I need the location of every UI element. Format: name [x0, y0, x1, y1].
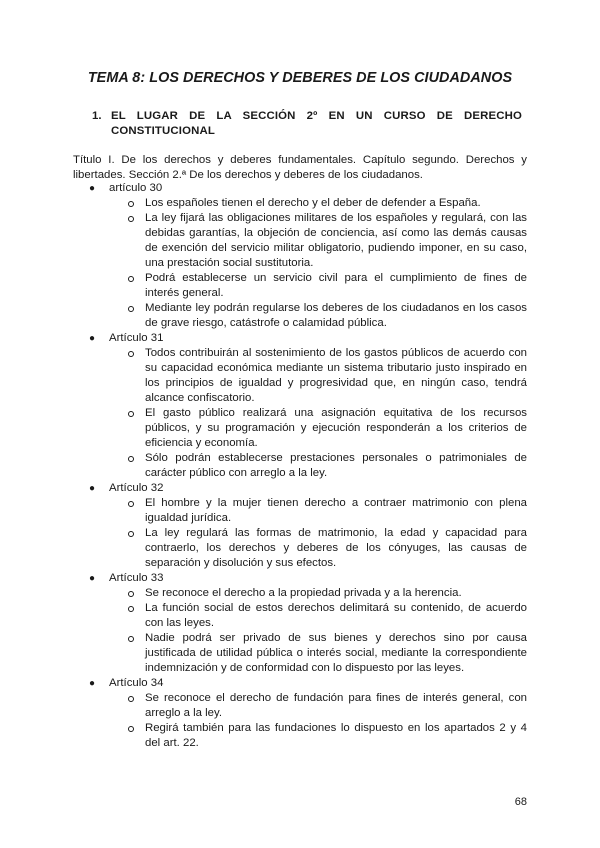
list-item: [109, 526, 527, 571]
circle-bullet-icon: [128, 351, 134, 357]
bullet-icon: ●: [89, 333, 96, 344]
intro-paragraph: Título I. De los derechos y deberes fundamentales. Capítulo segundo. Derechos y libertades. Sección 2.ª De los derechos y deberes de los ciudadanos.: [73, 154, 527, 181]
item-text: Podrá establecerse un servicio civil para el cumplimiento de fines de interés general.: [145, 272, 527, 299]
article: [73, 331, 527, 481]
item-text: La ley fijará las obligaciones militares de los españoles y regulará, con las debidas garantías, la objeción de conciencia, así como las demás causas de exención del servicio militar obligatorio, pudiendo imponer, en su caso, una prestación social sustitutoria.: [145, 212, 527, 269]
item-text: Los españoles tienen el derecho y el deber de defender a España.: [145, 197, 481, 209]
article: [73, 481, 527, 571]
item-text: Todos contribuirán al sostenimiento de los gastos públicos de acuerdo con su capacidad económica mediante un sistema tributario justo inspirado en los principios de igualdad y progresividad que, en ningún caso, tendrá alcance confiscatorio.: [145, 347, 527, 404]
circle-bullet-icon: [128, 606, 134, 612]
article-heading: Artículo 32: [109, 482, 164, 494]
article-items: [109, 691, 527, 751]
page-title: TEMA 8: LOS DERECHOS Y DEBERES DE LOS CIUDADANOS: [87, 70, 513, 86]
page-number: 68: [514, 796, 527, 808]
item-text: Regirá también para las fundaciones lo dispuesto en los apartados 2 y 4 del art. 22.: [145, 722, 527, 749]
circle-bullet-icon: [128, 501, 134, 507]
article-items: [109, 586, 527, 676]
list-item: [109, 631, 527, 676]
bullet-icon: ●: [89, 573, 96, 584]
article-heading: Artículo 33: [109, 572, 164, 584]
article: [73, 181, 527, 331]
item-text: La función social de estos derechos delimitará su contenido, de acuerdo con las leyes.: [145, 602, 527, 629]
article-heading: artículo 30: [109, 182, 163, 194]
list-item: [109, 691, 527, 721]
item-text: Se reconoce el derecho a la propiedad privada y a la herencia.: [145, 587, 462, 599]
list-item: [109, 586, 527, 601]
circle-bullet-icon: [128, 201, 134, 207]
list-item: [109, 496, 527, 526]
list-item: [109, 601, 527, 631]
list-item: [109, 301, 527, 331]
item-text: La ley regulará las formas de matrimonio, la edad y capacidad para contraerlo, los derechos y deberes de los cónyuges, las causas de separación y disolución y sus efectos.: [145, 527, 527, 569]
list-item: [109, 211, 527, 271]
item-text: Se reconoce el derecho de fundación para fines de interés general, con arreglo a la ley.: [145, 692, 527, 719]
circle-bullet-icon: [128, 456, 134, 462]
circle-bullet-icon: [128, 696, 134, 702]
circle-bullet-icon: [128, 531, 134, 537]
item-text: El hombre y la mujer tienen derecho a contraer matrimonio con plena igualdad jurídica.: [145, 497, 527, 524]
circle-bullet-icon: [128, 726, 134, 732]
item-text: Mediante ley podrán regularse los deberes de los ciudadanos en los casos de grave riesgo, catástrofe o calamidad pública.: [145, 302, 527, 329]
bullet-icon: ●: [89, 678, 96, 689]
circle-bullet-icon: [128, 276, 134, 282]
list-item: [109, 451, 527, 481]
section-heading: [92, 109, 522, 139]
circle-bullet-icon: [128, 216, 134, 222]
circle-bullet-icon: [128, 591, 134, 597]
article-items: [109, 346, 527, 481]
bullet-icon: ●: [89, 483, 96, 494]
list-item: [109, 721, 527, 751]
bullet-icon: ●: [89, 183, 96, 194]
list-item: [109, 346, 527, 406]
article-items: [109, 496, 527, 571]
circle-bullet-icon: [128, 636, 134, 642]
article-heading: Artículo 34: [109, 677, 164, 689]
list-item: [109, 196, 527, 211]
section-title: EL LUGAR DE LA SECCIÓN 2º EN UN CURSO DE DERECHO CONSTITUCIONAL: [111, 110, 522, 137]
item-text: El gasto público realizará una asignación equitativa de los recursos públicos, y su programación y ejecución responderán a los criterios de eficiencia y economía.: [145, 407, 527, 449]
circle-bullet-icon: [128, 411, 134, 417]
item-text: Nadie podrá ser privado de sus bienes y derechos sino por causa justificada de utilidad pública o interés social, mediante la correspondiente indemnización y de conformidad con lo dispuesto por las leyes.: [145, 632, 527, 674]
article: [73, 676, 527, 751]
item-text: Sólo podrán establecerse prestaciones personales o patrimoniales de carácter público con arreglo a la ley.: [145, 452, 527, 479]
section-number: 1.: [92, 110, 102, 122]
list-item: [109, 271, 527, 301]
article-heading: Artículo 31: [109, 332, 164, 344]
circle-bullet-icon: [128, 306, 134, 312]
article: [73, 571, 527, 676]
article-items: [109, 196, 527, 331]
article-list: [73, 181, 527, 751]
list-item: [109, 406, 527, 451]
